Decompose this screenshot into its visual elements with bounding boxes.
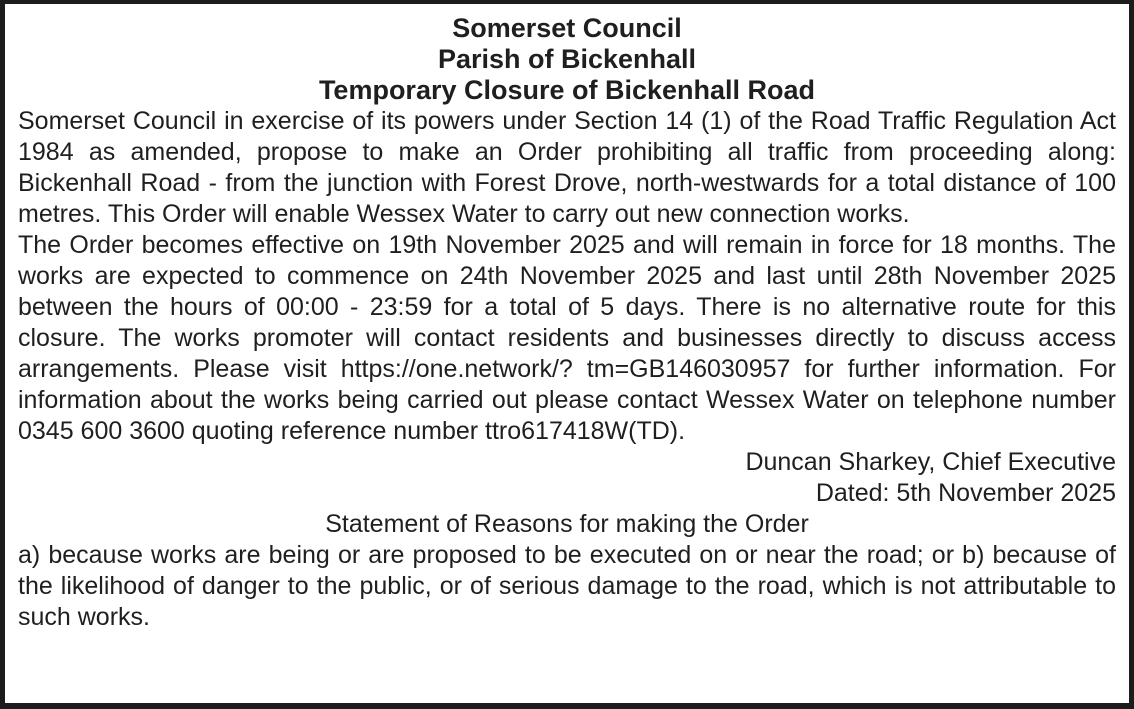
signature-name-title: Duncan Sharkey, Chief Executive xyxy=(745,448,1116,476)
statement-of-reasons-heading: Statement of Reasons for making the Order xyxy=(325,510,809,538)
signature-date: Dated: 5th November 2025 xyxy=(815,479,1116,507)
statement-of-reasons-body: a) because works are being or are proposed to be executed on or near the road; or b) because of the likelihood of danger to the public, or of serious damage to the road, which is not attributable to such works. xyxy=(18,541,1116,631)
paragraph-details: The Order becomes effective on 19th November 2025 and will remain in force for 18 months. The works are expected to commence on 24th November 2025 and last until 28th November 2025 between the hours of 00:00 - 23:59 for a total of 5 days. There is no alternative route for this closure. The works promoter will contact residents and businesses directly to discuss access arrangements. Please visit https://one.network/? tm=GB146030957 for further information. For information about the works being carried out please contact Wessex Water on telephone number 0345 600 3600 quoting reference number ttro617418W(TD). xyxy=(18,231,1116,445)
notice-title-parish: Parish of Bickenhall xyxy=(437,44,697,74)
notice-title-closure: Temporary Closure of Bickenhall Road xyxy=(318,75,816,105)
notice-title-council: Somerset Council xyxy=(452,13,682,43)
paragraph-powers: Somerset Council in exercise of its powers under Section 14 (1) of the Road Traffic Regulation Act 1984 as amended, propose to make an Order prohibiting all traffic from proceeding along: Bickenhall Road - from the junction with Forest Drove, north-westwards for a total distance of 100 metres. This Order will enable Wessex Water to carry out new connection works. xyxy=(18,107,1116,228)
